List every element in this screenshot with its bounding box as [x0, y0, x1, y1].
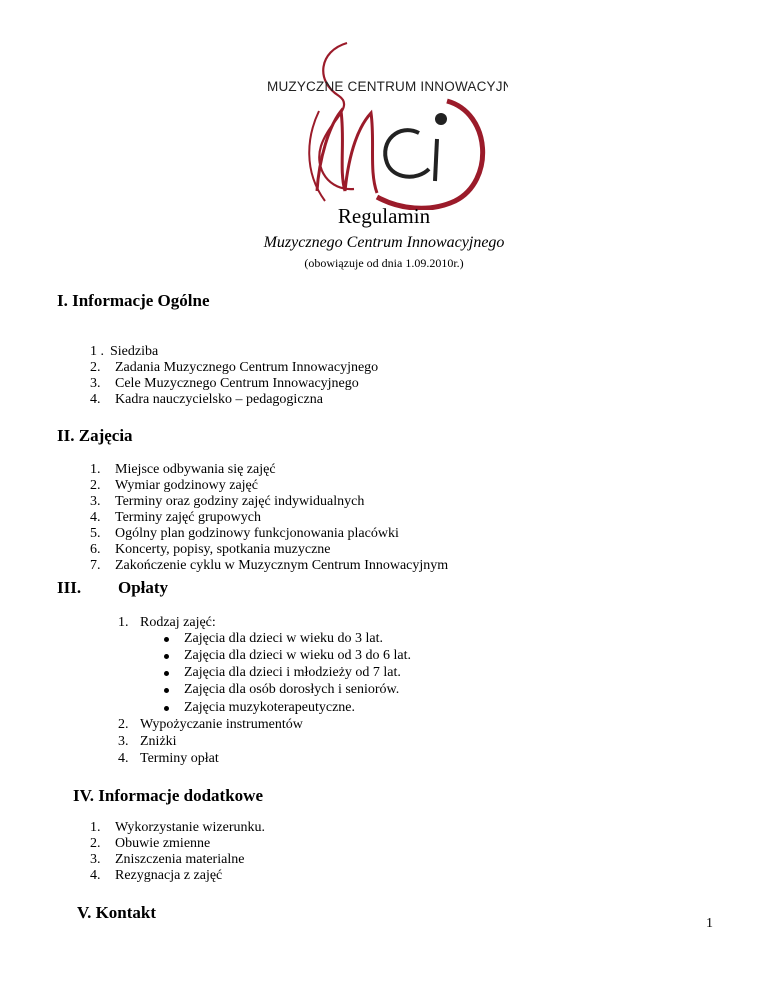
section-heading-3-number: III. — [57, 578, 82, 597]
section-heading-3: Opłaty — [118, 578, 169, 597]
document-subtitle: Muzycznego Centrum Innowacyjnego — [263, 234, 505, 251]
section-heading-4: IV. Informacje dodatkowe — [73, 786, 263, 805]
section-heading-1: I. Informacje Ogólne — [57, 291, 210, 310]
section-heading-2: II. Zajęcia — [57, 426, 133, 445]
document-title: Regulamin — [337, 204, 431, 228]
section-heading-5: V. Kontakt — [77, 903, 157, 922]
logo-text: MUZYCZNE CENTRUM INNOWACYJNE — [267, 79, 508, 94]
mci-logo — [259, 41, 508, 210]
effective-date: (obowiązuje od dnia 1.09.2010r.) — [304, 256, 464, 270]
page-number: 1 — [706, 916, 713, 931]
